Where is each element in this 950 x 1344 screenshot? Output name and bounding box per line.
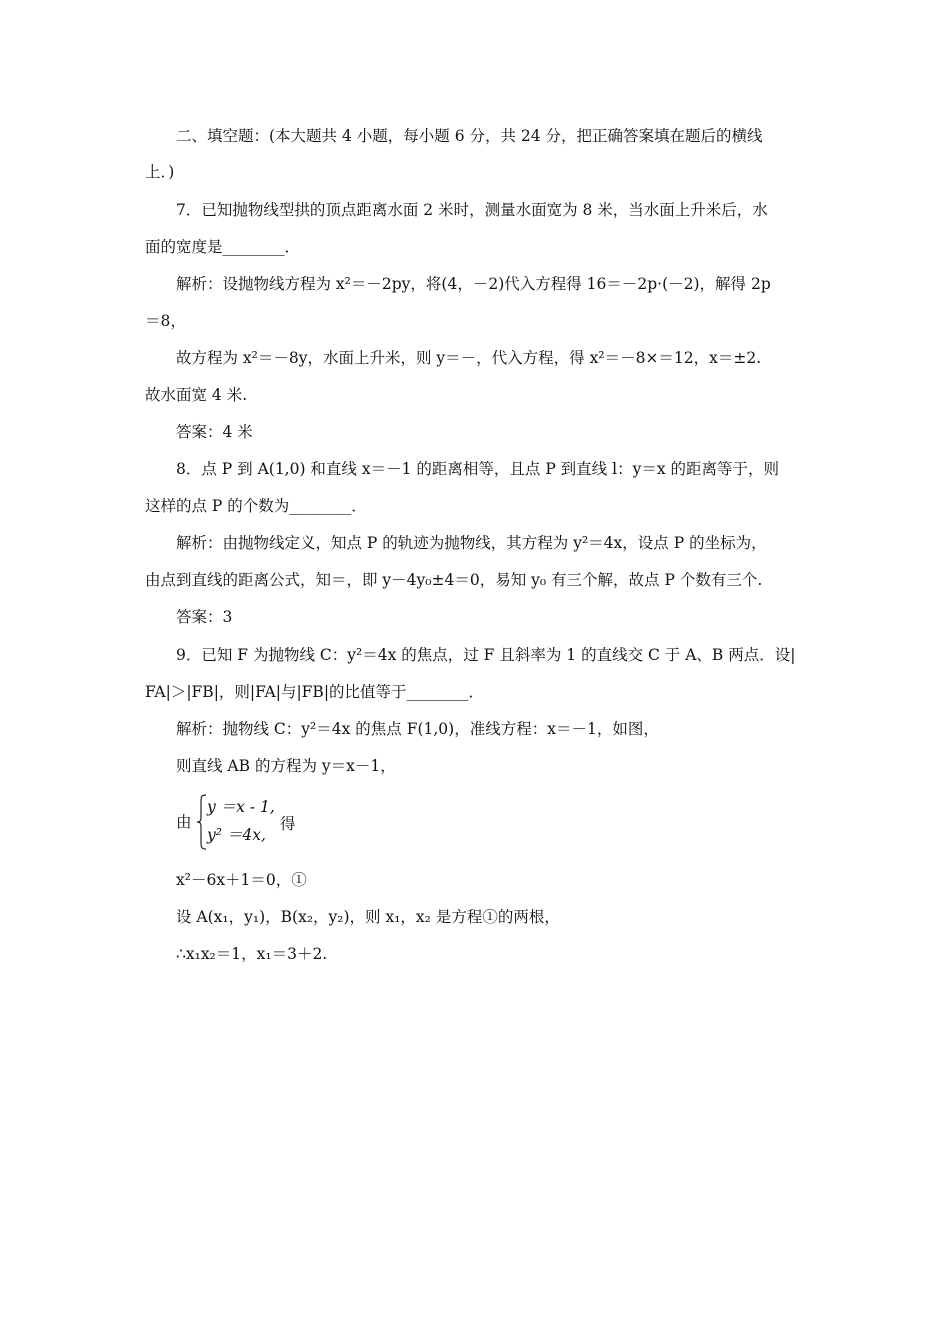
solution-7-line1: 解析：设抛物线方程为 x²＝－2py，将(4，－2)代入方程得 16＝－2p·(－2)，解得 2p xyxy=(176,275,771,293)
solution-7-line2: ＝8， xyxy=(145,312,186,330)
equation-system xyxy=(176,793,316,853)
question-8-cont: 这样的点 P 的个数为________． xyxy=(145,497,367,515)
system-equation-2: y² ＝4x, xyxy=(207,826,266,844)
section-heading: 二、填空题：(本大题共 4 小题，每小题 6 分，共 24 分，把正确答案填在题后的横线 xyxy=(176,127,763,145)
system-prefix: 由 xyxy=(176,813,192,831)
question-9-cont: FA|＞|FB|，则|FA|与|FB|的比值等于________． xyxy=(145,683,485,701)
system-suffix: 得 xyxy=(280,815,296,833)
solution-8-line1: 解析：由抛物线定义，知点 P 的轨迹为抛物线，其方程为 y²＝4x，设点 P 的坐标为， xyxy=(176,534,767,552)
solution-9-quadratic: x²－6x＋1＝0，① xyxy=(176,871,307,889)
section-heading-cont: 上．) xyxy=(145,163,175,181)
solution-8-line2: 由点到直线的距离公式，知＝，即 y－4y₀±4＝0，易知 y₀ 有三个解，故点 P 个数有三个. xyxy=(145,571,763,589)
solution-7-line4: 故水面宽 4 米. xyxy=(145,386,248,404)
system-equation-1: y ＝x - 1, xyxy=(207,798,275,816)
solution-7-line3: 故方程为 x²＝－8y，水面上升米，则 y＝－，代入方程，得 x²＝－8×＝12，x＝±2. xyxy=(176,349,762,367)
question-9: 9．已知 F 为抛物线 C：y²＝4x 的焦点，过 F 且斜率为 1 的直线交 C 于 A、B 两点．设| xyxy=(176,646,796,664)
question-7: 7．已知抛物线型拱的顶点距离水面 2 米时，测量水面宽为 8 米，当水面上升米后，水 xyxy=(176,201,768,219)
solution-9-line2: 则直线 AB 的方程为 y＝x－1， xyxy=(176,757,396,775)
solution-9-line1: 解析：抛物线 C：y²＝4x 的焦点 F(1,0)，准线方程：x＝－1，如图， xyxy=(176,720,659,738)
solution-9-roots: 设 A(x₁，y₁)，B(x₂，y₂)，则 x₁，x₂ 是方程①的两根， xyxy=(176,908,560,926)
question-7-cont: 面的宽度是________． xyxy=(145,238,301,256)
solution-9-conclusion: ∴x₁x₂＝1，x₁＝3＋2. xyxy=(176,945,328,963)
answer-7: 答案：4 米 xyxy=(176,423,253,441)
answer-8: 答案：3 xyxy=(176,608,233,626)
question-8: 8．点 P 到 A(1,0) 和直线 x＝－1 的距离相等，且点 P 到直线 l：y＝x 的距离等于，则 xyxy=(176,460,779,478)
